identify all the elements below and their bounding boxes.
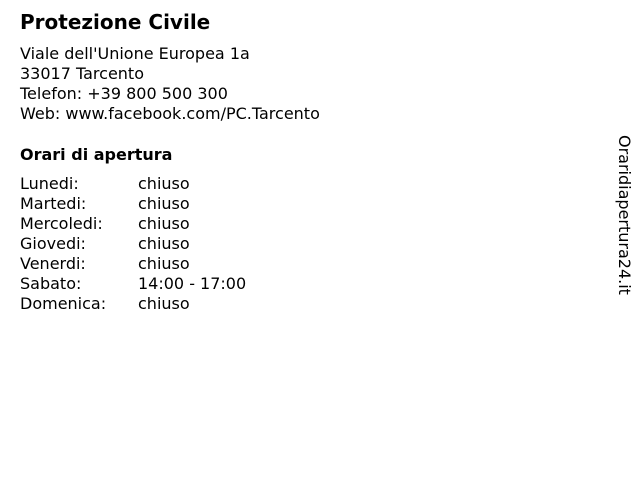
day-hours: chiuso <box>138 294 190 313</box>
address-block <box>20 44 320 124</box>
page-title: Protezione Civile <box>20 10 211 34</box>
watermark: Oraridiapertura24.it <box>615 135 634 295</box>
hours-row-wednesday <box>20 214 246 234</box>
hours-row-sunday <box>20 294 246 314</box>
hours-row-friday <box>20 254 246 274</box>
hours-row-saturday <box>20 274 246 294</box>
phone-number: Telefon: +39 800 500 300 <box>20 84 228 103</box>
hours-row-tuesday <box>20 194 246 214</box>
day-label: Mercoledi: <box>20 214 103 233</box>
hours-row-monday <box>20 174 246 194</box>
website: Web: www.facebook.com/PC.Tarcento <box>20 104 320 123</box>
hours-row-thursday <box>20 234 246 254</box>
day-hours: chiuso <box>138 174 190 193</box>
day-hours: chiuso <box>138 234 190 253</box>
day-label: Domenica: <box>20 294 107 313</box>
day-label: Giovedi: <box>20 234 86 253</box>
postal-city: 33017 Tarcento <box>20 64 144 83</box>
day-hours: chiuso <box>138 194 190 213</box>
day-hours: chiuso <box>138 254 190 273</box>
day-hours: chiuso <box>138 214 190 233</box>
day-hours: 14:00 - 17:00 <box>138 274 247 293</box>
day-label: Martedi: <box>20 194 87 213</box>
opening-hours-heading: Orari di apertura <box>20 145 173 164</box>
opening-hours-table <box>20 174 246 314</box>
day-label: Lunedi: <box>20 174 79 193</box>
day-label: Sabato: <box>20 274 82 293</box>
street-address: Viale dell'Unione Europea 1a <box>20 44 250 63</box>
day-label: Venerdi: <box>20 254 86 273</box>
